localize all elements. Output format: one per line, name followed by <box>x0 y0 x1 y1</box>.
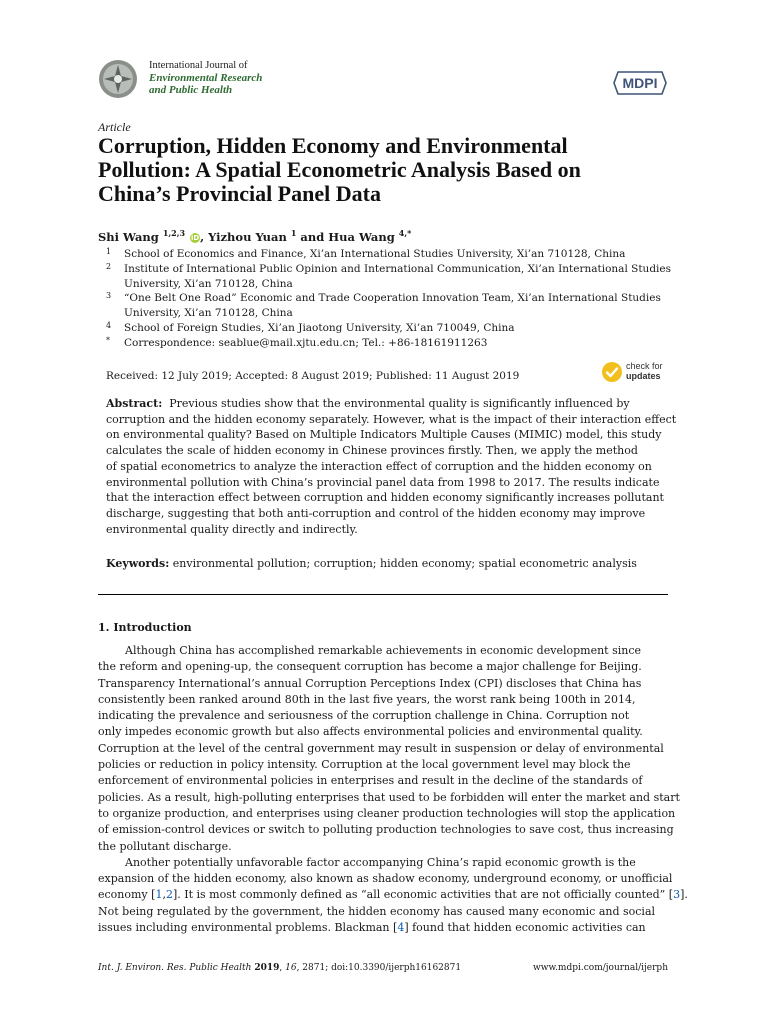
author-list <box>98 228 411 244</box>
body-text-span: ]. It is most commonly defined as “all economic activities that are not officially counted” [ <box>172 888 674 902</box>
abstract-line: discharge, suggesting that both anti-corruption and control of the hidden economy may improve <box>106 506 646 520</box>
check-updates-line1: check for <box>626 361 663 371</box>
affiliation-item <box>98 291 661 321</box>
body-line: enforcement of environmental policies in enterprises and result in the decline of the standards of <box>98 774 643 788</box>
abstract <box>106 396 677 537</box>
body-line: of emission-control devices or switch to polluting production technologies to save cost, thus increasing <box>98 823 674 837</box>
abstract-line: Previous studies show that the environmental quality is significantly influenced by <box>169 397 630 410</box>
footer-doi: , 2871; doi:10.3390/ijerph16162871 <box>296 963 462 973</box>
affiliation-text: “One Belt One Road” Economic and Trade Cooperation Innovation Team, Xi’an International Studies <box>124 292 661 305</box>
footer-journal-url[interactable]: www.mdpi.com/journal/ijerph <box>533 963 668 973</box>
body-line: policies. As a result, high-polluting enterprises that used to be forbidden will enter the market and start <box>98 790 680 804</box>
mdpi-logo-icon <box>612 70 668 96</box>
section-divider <box>98 594 668 595</box>
orcid-icon[interactable]: iD <box>191 233 200 242</box>
citation-link[interactable]: 3 <box>673 888 681 902</box>
author-affil-sup: 4,* <box>398 228 412 238</box>
citation-link[interactable]: 4 <box>397 921 405 935</box>
check-updates-line2: updates <box>626 371 661 381</box>
body-line: Not being regulated by the government, the hidden economy has caused many economic and social <box>98 904 656 918</box>
author-name[interactable]: Hua Wang <box>328 229 395 244</box>
abstract-line: corruption and the hidden economy separately. However, what is the impact of their interaction effect <box>106 412 677 426</box>
journal-name-line1: International Journal of <box>149 60 248 71</box>
abstract-line: on environmental quality? Based on Multiple Indicators Multiple Causes (MIMIC) model, this study <box>106 428 662 442</box>
body-line: Another potentially unfavorable factor accompanying China’s rapid economic growth is the <box>125 855 636 869</box>
abstract-line: environmental quality directly and indirectly. <box>106 522 358 536</box>
abstract-line: calculates the scale of hidden economy in Chinese provinces firstly. Then, we apply the method <box>106 444 638 458</box>
affiliations <box>98 247 671 351</box>
body-text-span: ] found that hidden economic activities can <box>404 921 646 935</box>
affiliation-number: 3 <box>106 291 112 301</box>
affiliation-item <box>98 336 658 351</box>
body-text-span: ]. <box>680 888 688 902</box>
affiliation-text: School of Economics and Finance, Xi’an International Studies University, Xi’an 710128, China <box>124 248 626 260</box>
body-text-span: , <box>162 888 166 902</box>
title-line: China’s Provincial Panel Data <box>98 181 381 206</box>
body-line: Corruption at the level of the central government may result in suspension or delay of environmental <box>98 741 664 755</box>
affiliation-text: School of Foreign Studies, Xi’an Jiaotong University, Xi’an 710049, China <box>124 321 515 334</box>
body-line: the reform and opening-up, the consequent corruption has become a major challenge for Beijing. <box>98 660 642 674</box>
footer-volume: 16 <box>285 963 297 973</box>
abstract-line: of spatial econometrics to analyze the interaction effect of corruption and the hidden economy on <box>106 459 652 473</box>
citation-link[interactable]: 1 <box>155 888 163 902</box>
correspondence-text[interactable]: Correspondence: seablue@mail.xjtu.edu.cn; Tel.: +86-18161911263 <box>124 336 488 349</box>
author-name[interactable]: Yizhou Yuan <box>208 229 287 244</box>
paper-title <box>98 134 678 206</box>
keywords <box>106 557 637 570</box>
abstract-line: environmental pollution with China’s provincial panel data from 1998 to 2017. The results indicate <box>106 475 660 489</box>
keywords-text: environmental pollution; corruption; hidden economy; spatial econometric analysis <box>172 557 637 570</box>
body-line: consistently been ranked around 80th in the last five years, the worst rank being 100th in 2014, <box>98 692 636 706</box>
affiliation-text: University, Xi’an 710128, China <box>124 277 293 290</box>
title-line: Corruption, Hidden Economy and Environmental <box>98 133 568 158</box>
body-line <box>98 920 668 936</box>
footer-journal-abbr: Int. J. Environ. Res. Public Health <box>98 963 252 973</box>
author-separator: , <box>200 229 209 244</box>
author-affil-sup: 1,2,3 <box>162 228 186 238</box>
affiliation-text: Institute of International Public Opinion and International Communication, Xi’an International Studies <box>124 262 671 275</box>
affiliation-item <box>98 321 658 336</box>
body-line: indicating the prevalence and seriousness of the corruption challenge in China. Corruption not <box>98 709 630 723</box>
introduction-body <box>98 643 688 936</box>
body-text-span: economy [ <box>98 888 156 902</box>
body-line <box>98 887 688 903</box>
publisher-name: MDPI <box>622 75 658 91</box>
body-line: Transparency International’s annual Corruption Perceptions Index (CPI) discloses that China has <box>98 676 642 690</box>
affiliation-number: 1 <box>106 247 112 256</box>
publication-dates: Received: 12 July 2019; Accepted: 8 August 2019; Published: 11 August 2019 <box>106 370 520 382</box>
author-name[interactable]: Shi Wang <box>98 229 159 244</box>
body-line: policies or reduction in policy intensity. Corruption at the local government level may block the <box>98 758 631 772</box>
citation-link[interactable]: 2 <box>165 888 173 902</box>
affiliation-text: University, Xi’an 710128, China <box>124 307 293 320</box>
title-line: Pollution: A Spatial Econometric Analysis Based on <box>98 157 581 182</box>
author-affil-sup: 1 <box>290 228 297 238</box>
affiliation-number: * <box>106 335 110 345</box>
body-line: Although China has accomplished remarkable achievements in economic development since <box>125 644 641 657</box>
check-for-updates-badge[interactable] <box>601 359 673 385</box>
author-separator: and <box>296 229 329 244</box>
journal-emblem-icon <box>98 59 138 99</box>
body-text-span: issues including environmental problems. Blackman [ <box>98 921 398 935</box>
footer-citation: Int. J. Environ. Res. Public Health 2019, 16, 2871; doi:10.3390/ijerph16162871 <box>98 963 462 973</box>
article-type: Article <box>98 120 131 134</box>
body-line: only impedes economic growth but also affects environmental policies and environmental quality. <box>98 725 643 739</box>
section-heading: 1. Introduction <box>98 621 192 634</box>
abstract-label: Abstract: <box>106 397 163 410</box>
affiliation-number: 2 <box>106 261 112 271</box>
body-line: the pollutant discharge. <box>98 839 232 853</box>
body-line: to organize production, and enterprises using cleaner production technologies will stop the application <box>98 806 676 820</box>
journal-name-line2: Environmental Research <box>149 72 263 84</box>
abstract-line: that the interaction effect between corruption and hidden economy significantly increases pollutant <box>106 491 664 505</box>
journal-name <box>149 60 262 96</box>
keywords-label: Keywords: <box>106 557 170 570</box>
affiliation-item <box>98 247 658 262</box>
body-line: expansion of the hidden economy, also known as shadow economy, underground economy, or unofficial <box>98 872 673 886</box>
footer-year: 2019 <box>254 963 280 973</box>
journal-name-line3: and Public Health <box>149 84 233 96</box>
check-for-updates-icon <box>601 361 623 383</box>
affiliation-item <box>98 261 671 292</box>
affiliation-number: 4 <box>106 320 112 330</box>
